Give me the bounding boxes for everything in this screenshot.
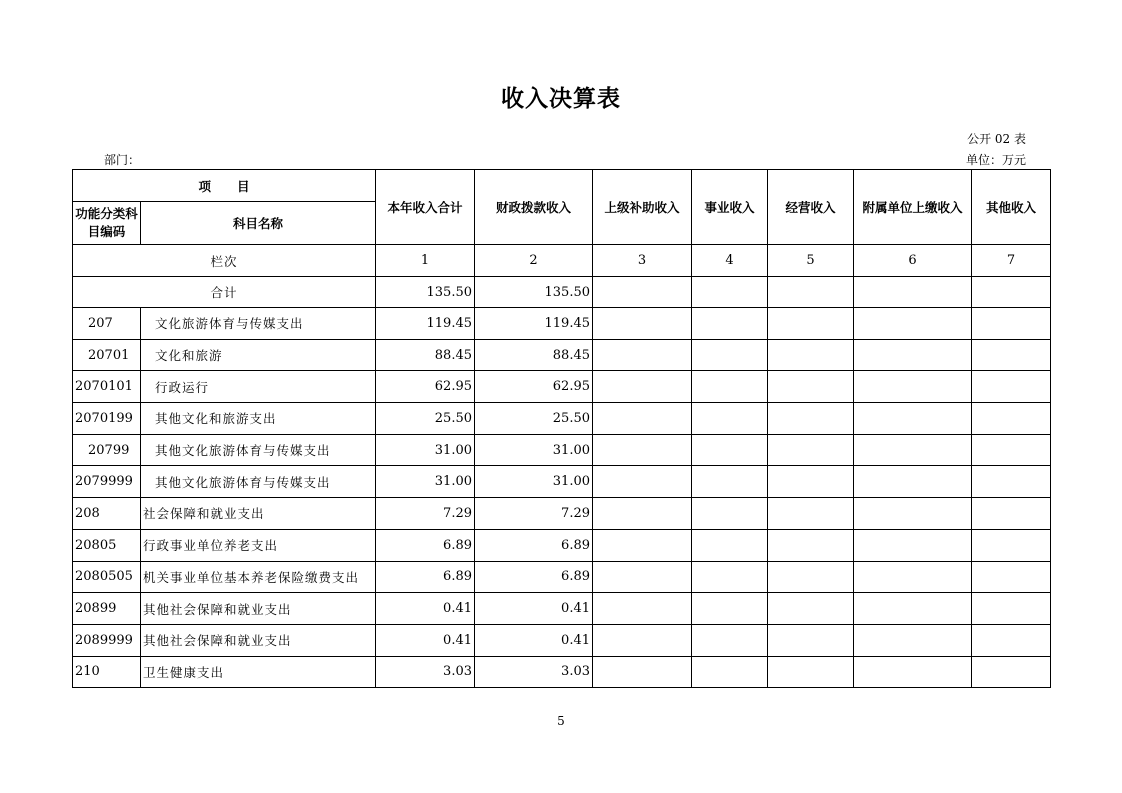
value-cell: 31.00 <box>475 434 593 466</box>
total-value <box>972 277 1051 308</box>
subject-name-cell: 其他文化和旅游支出 <box>141 403 376 435</box>
table-row <box>73 308 1051 340</box>
value-cell <box>593 624 692 656</box>
table-row <box>73 498 1051 530</box>
table-row <box>73 434 1051 466</box>
value-cell <box>593 339 692 371</box>
column-index-5: 5 <box>768 245 854 277</box>
value-cell: 0.41 <box>376 624 475 656</box>
header-item: 项 目 <box>73 170 376 202</box>
header-col-7: 其他收入 <box>972 170 1051 245</box>
value-cell: 88.45 <box>376 339 475 371</box>
value-cell <box>768 466 854 498</box>
value-cell <box>692 593 768 625</box>
value-cell <box>692 656 768 688</box>
func-code-cell: 20799 <box>73 434 141 466</box>
value-cell <box>593 656 692 688</box>
value-cell <box>972 498 1051 530</box>
subject-name-cell: 其他社会保障和就业支出 <box>141 624 376 656</box>
value-cell: 31.00 <box>376 434 475 466</box>
value-cell: 6.89 <box>475 561 593 593</box>
func-code-cell: 2080505 <box>73 561 141 593</box>
subject-name-cell: 其他文化旅游体育与传媒支出 <box>141 466 376 498</box>
func-code-cell: 20899 <box>73 593 141 625</box>
value-cell: 62.95 <box>475 371 593 403</box>
value-cell <box>593 403 692 435</box>
value-cell <box>692 624 768 656</box>
value-cell: 6.89 <box>475 529 593 561</box>
value-cell <box>593 371 692 403</box>
table-row <box>73 403 1051 435</box>
value-cell <box>692 529 768 561</box>
subject-name-cell: 机关事业单位基本养老保险缴费支出 <box>141 561 376 593</box>
value-cell <box>768 593 854 625</box>
value-cell: 31.00 <box>376 466 475 498</box>
value-cell <box>768 371 854 403</box>
value-cell <box>854 593 972 625</box>
value-cell <box>972 466 1051 498</box>
func-code-cell: 20805 <box>73 529 141 561</box>
value-cell <box>768 308 854 340</box>
value-cell <box>854 656 972 688</box>
subject-name-cell: 文化和旅游 <box>141 339 376 371</box>
value-cell <box>972 434 1051 466</box>
value-cell <box>854 339 972 371</box>
func-code-cell: 2070101 <box>73 371 141 403</box>
value-cell <box>593 434 692 466</box>
total-value: 135.50 <box>376 277 475 308</box>
column-index-4: 4 <box>692 245 768 277</box>
func-code-cell: 20701 <box>73 339 141 371</box>
func-code-cell: 2079999 <box>73 466 141 498</box>
value-cell: 0.41 <box>376 593 475 625</box>
table-row <box>73 466 1051 498</box>
value-cell <box>692 403 768 435</box>
value-cell <box>692 466 768 498</box>
table-row <box>73 371 1051 403</box>
value-cell <box>768 624 854 656</box>
value-cell: 25.50 <box>475 403 593 435</box>
total-value: 135.50 <box>475 277 593 308</box>
value-cell: 7.29 <box>475 498 593 530</box>
subject-name-cell: 其他社会保障和就业支出 <box>141 593 376 625</box>
value-cell <box>854 371 972 403</box>
value-cell <box>692 561 768 593</box>
value-cell <box>692 498 768 530</box>
func-code-cell: 208 <box>73 498 141 530</box>
column-index-2: 2 <box>475 245 593 277</box>
value-cell: 3.03 <box>376 656 475 688</box>
column-index-row <box>73 245 1051 277</box>
department-label: 部门： <box>104 153 141 167</box>
value-cell <box>593 561 692 593</box>
subject-name-cell: 行政事业单位养老支出 <box>141 529 376 561</box>
value-cell <box>972 371 1051 403</box>
value-cell <box>972 624 1051 656</box>
value-cell <box>768 529 854 561</box>
func-code-cell: 2070199 <box>73 403 141 435</box>
value-cell <box>972 561 1051 593</box>
column-index-3: 3 <box>593 245 692 277</box>
total-row <box>73 277 1051 308</box>
table-row <box>73 656 1051 688</box>
header-col-6: 附属单位上缴收入 <box>854 170 972 245</box>
value-cell <box>854 561 972 593</box>
value-cell <box>854 624 972 656</box>
total-value <box>593 277 692 308</box>
value-cell <box>972 339 1051 371</box>
total-value <box>854 277 972 308</box>
value-cell <box>972 656 1051 688</box>
value-cell <box>768 339 854 371</box>
value-cell <box>854 434 972 466</box>
page-number: 5 <box>557 714 565 728</box>
value-cell <box>692 434 768 466</box>
table-row <box>73 561 1051 593</box>
subject-name-cell: 行政运行 <box>141 371 376 403</box>
value-cell: 3.03 <box>475 656 593 688</box>
header-col-3: 上级补助收入 <box>593 170 692 245</box>
form-number: 公开 02 表 <box>967 132 1026 146</box>
value-cell <box>692 308 768 340</box>
total-value <box>768 277 854 308</box>
value-cell: 88.45 <box>475 339 593 371</box>
value-cell <box>692 371 768 403</box>
value-cell: 31.00 <box>475 466 593 498</box>
value-cell <box>854 498 972 530</box>
header-col-4: 事业收入 <box>692 170 768 245</box>
value-cell <box>768 561 854 593</box>
value-cell <box>768 434 854 466</box>
value-cell <box>854 403 972 435</box>
page-title: 收入决算表 <box>501 86 621 112</box>
value-cell: 119.45 <box>475 308 593 340</box>
unit-label: 单位：万元 <box>965 153 1026 167</box>
value-cell: 7.29 <box>376 498 475 530</box>
income-statement-table <box>72 169 1051 688</box>
value-cell: 25.50 <box>376 403 475 435</box>
value-cell: 6.89 <box>376 529 475 561</box>
value-cell <box>593 308 692 340</box>
func-code-cell: 210 <box>73 656 141 688</box>
value-cell <box>972 593 1051 625</box>
column-index-label: 栏次 <box>73 245 376 277</box>
value-cell <box>854 466 972 498</box>
subject-name-cell: 文化旅游体育与传媒支出 <box>141 308 376 340</box>
value-cell <box>768 498 854 530</box>
subject-name-cell: 卫生健康支出 <box>141 656 376 688</box>
subject-name-cell: 社会保障和就业支出 <box>141 498 376 530</box>
column-index-1: 1 <box>376 245 475 277</box>
value-cell: 0.41 <box>475 624 593 656</box>
table-row <box>73 624 1051 656</box>
header-col-1: 本年收入合计 <box>376 170 475 245</box>
value-cell <box>972 529 1051 561</box>
value-cell <box>593 593 692 625</box>
value-cell: 0.41 <box>475 593 593 625</box>
table-row <box>73 339 1051 371</box>
value-cell <box>972 308 1051 340</box>
header-subject-name: 科目名称 <box>141 202 376 245</box>
value-cell <box>593 529 692 561</box>
value-cell <box>972 403 1051 435</box>
value-cell <box>768 403 854 435</box>
value-cell: 119.45 <box>376 308 475 340</box>
header-func-code: 功能分类科目编码 <box>73 202 141 245</box>
total-label: 合计 <box>73 277 376 308</box>
total-value <box>692 277 768 308</box>
value-cell <box>593 498 692 530</box>
value-cell: 6.89 <box>376 561 475 593</box>
value-cell <box>593 466 692 498</box>
subject-name-cell: 其他文化旅游体育与传媒支出 <box>141 434 376 466</box>
value-cell: 62.95 <box>376 371 475 403</box>
table-row <box>73 529 1051 561</box>
column-index-6: 6 <box>854 245 972 277</box>
column-index-7: 7 <box>972 245 1051 277</box>
value-cell <box>768 656 854 688</box>
value-cell <box>692 339 768 371</box>
table-row <box>73 593 1051 625</box>
value-cell <box>854 529 972 561</box>
func-code-cell: 2089999 <box>73 624 141 656</box>
value-cell <box>854 308 972 340</box>
header-col-5: 经营收入 <box>768 170 854 245</box>
func-code-cell: 207 <box>73 308 141 340</box>
header-col-2: 财政拨款收入 <box>475 170 593 245</box>
